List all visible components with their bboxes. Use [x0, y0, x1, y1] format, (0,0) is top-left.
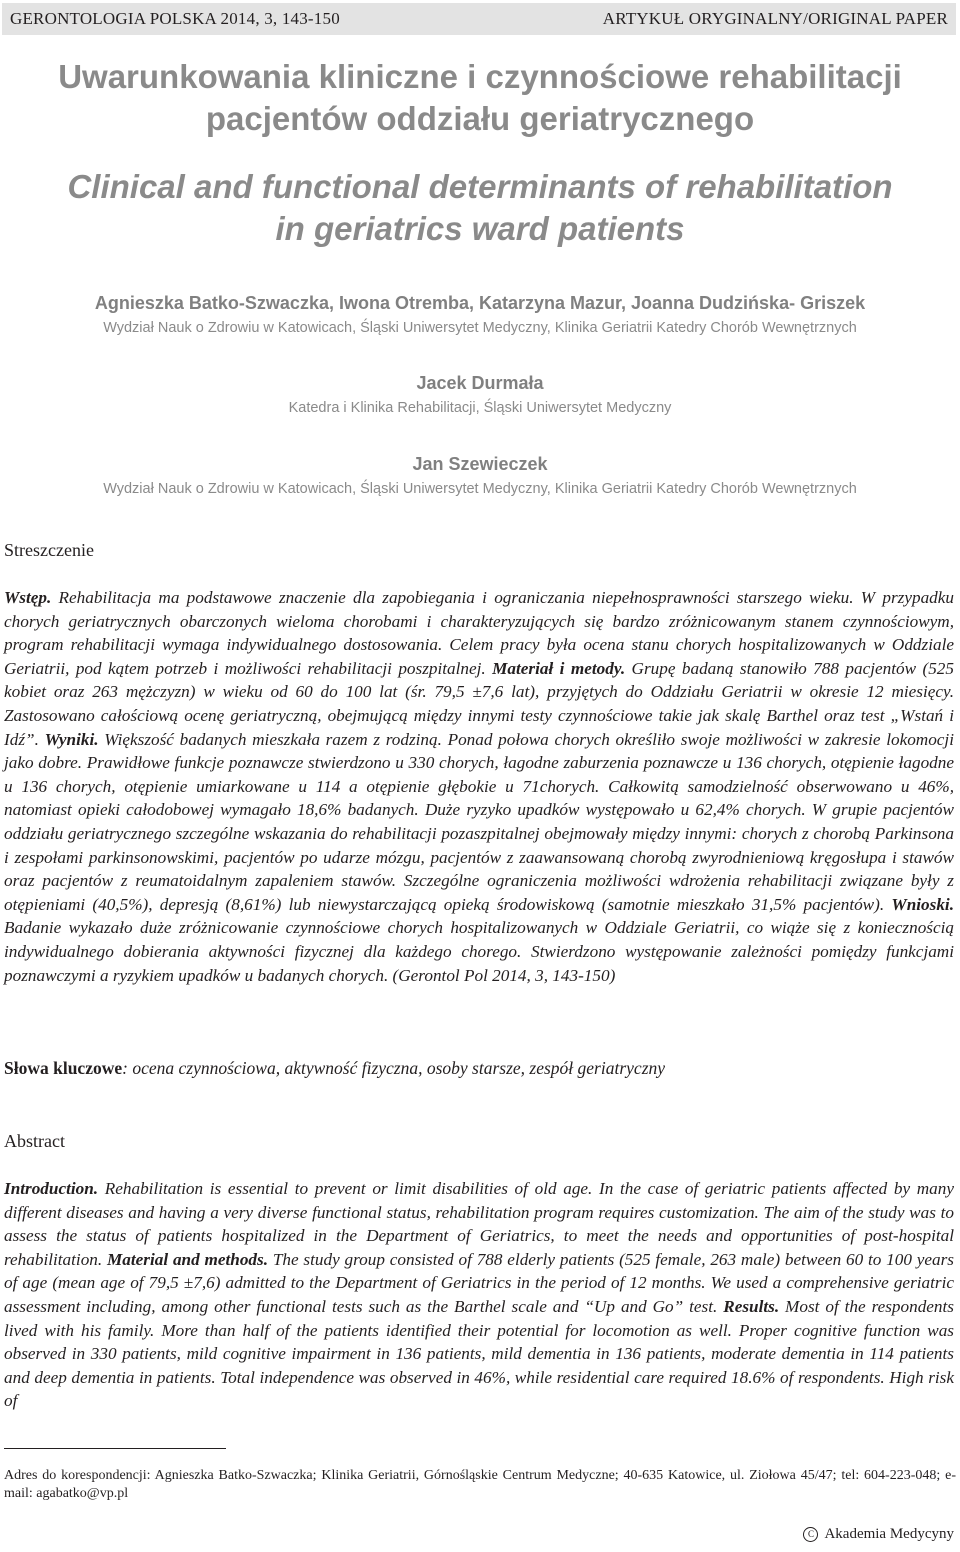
publisher-name: Akademia Medycyny: [824, 1526, 954, 1542]
author-group-3: [0, 454, 960, 497]
keywords-label: Słowa kluczowe: [4, 1058, 123, 1078]
section-label-material: Materiał i metody.: [492, 658, 626, 678]
section-label-results: Results.: [723, 1296, 780, 1316]
author-names: Jan Szewieczek: [412, 454, 548, 474]
section-text-wyniki: Większość badanych mieszkała razem z rodziną. Ponad połowa chorych określiło swoje możliwości w zakresie lokomocji jako dobre. Prawidłowe funkcje poznawcze stwierdzono u 330 chorych, łagodne zaburzenia poznawcze u 136 chorych, otępienie łagodne u 136 chorych, otępienie umiarkowane u 114 a otępienie głębokie u 71chorych. Całkowitą samodzielność obserwowano u 46%, natomiast opieki całodobowej wymagało 18,6% badanych. Duże ryzyko upadków występowało u 62,4% chorych. W grupie pacjentów oddziału geriatrycznego szczególne wskazania do rehabilitacji pozaszpitalnej obejmowały między innymi: chorych z chorobą Parkinsona i zespołami parkinsonowskimi, pacjentów po udarze mózgu, pacjentów z zaawansowaną chorobą zwyrodnieniową kręgosłupa i stawów oraz pacjentów z reumatoidalnym zapaleniem stawów. Szczególne ograniczenia możliwości wdrożenia rehabilitacji związane były z otępieniami (40,5%), depresją (8,61%) lub niewystarczającą opieką środowiskową (samotnie mieszkało 31,5% pacjentów).: [4, 729, 954, 914]
title-polish: [0, 56, 960, 140]
section-label-introduction: Introduction.: [4, 1179, 99, 1198]
streszczenie-body: [4, 586, 954, 987]
title-polish-line1: Uwarunkowania kliniczne i czynnościowe rehabilitacji: [58, 58, 902, 95]
author-names: Jacek Durmała: [416, 373, 544, 393]
section-label-wyniki: Wyniki.: [44, 729, 99, 749]
abstract-body: [4, 1177, 954, 1413]
title-english-line1: Clinical and functional determinants of rehabilitation: [67, 168, 893, 205]
title-english-line2: in geriatrics ward patients: [275, 210, 685, 247]
section-text-introduction: Rehabilitation is essential to prevent or limit disabilities of old age. In the case of geriatric patients affected by many different diseases and having a very diverse functional status, rehabilitation program requires customization. The aim of the study was to assess the status of patients hospitalized in the Department of Geriatrics, to meet the needs and opportunities of post-hospital rehabilitation.: [4, 1179, 954, 1269]
footnote-divider: [4, 1448, 226, 1449]
author-affiliation: Wydział Nauk o Zdrowiu w Katowicach, Śląski Uniwersytet Medyczny, Klinika Geriatrii Katedry Chorób Wewnętrznych: [103, 320, 857, 336]
section-label-wnioski: Wnioski.: [891, 894, 954, 914]
author-group-1: [0, 293, 960, 336]
title-polish-line2: pacjentów oddziału geriatrycznego: [205, 100, 755, 137]
section-text-methods: The study group consisted of 788 elderly patients (525 female, 263 male) between 60 to 100 years of age (mean age of 79,5 ±7,6) admitted to the Department of Geriatrics in the period of 12 months. We used a comprehensive geriatric assessment including, among other functional tests such as the Barthel scale and “Up and Go” test.: [4, 1249, 954, 1316]
article-type: ARTYKUŁ ORYGINALNY/ORIGINAL PAPER: [602, 9, 948, 28]
section-label-methods: Material and methods.: [107, 1249, 269, 1269]
title-english: [0, 166, 960, 250]
section-text-results: Most of the respondents lived with his family. More than half of the patients identified their potential for locomotion as well. Proper cognitive function was observed in 330 patients, mild cognitive impairment in 136 patients, mild dementia in 136 patients, moderate dementia in 114 patients and deep dementia in patients. Total independence was observed in 46%, while residential care required 18.6% of respondents. High risk of: [4, 1296, 954, 1411]
author-group-2: [0, 373, 960, 416]
keywords: [4, 1058, 665, 1079]
journal-name: GERONTOLOGIA POLSKA 2014, 3, 143-150: [10, 9, 340, 28]
journal-header: [2, 3, 956, 35]
author-names: Agnieszka Batko-Szwaczka, Iwona Otremba, Katarzyna Mazur, Joanna Dudzińska- Griszek: [94, 293, 866, 313]
section-label-wstep: Wstęp.: [4, 588, 52, 607]
author-affiliation: Katedra i Klinika Rehabilitacji, Śląski Uniwersytet Medyczny: [288, 400, 672, 416]
abstract-heading: Abstract: [4, 1131, 65, 1151]
streszczenie-heading: Streszczenie: [4, 540, 94, 560]
keywords-value: : ocena czynnościowa, aktywność fizyczna, osoby starsze, zespół geriatryczny: [122, 1058, 666, 1078]
correspondence-footnote: Adres do korespondencji: Agnieszka Batko-Szwaczka; Klinika Geriatrii, Górnośląskie Centrum Medyczne; 40-635 Katowice, ul. Ziołowa 45/47; tel: 604-223-048; e-mail: agabatko@vp.pl: [4, 1468, 956, 1501]
author-affiliation: Wydział Nauk o Zdrowiu w Katowicach, Śląski Uniwersytet Medyczny, Klinika Geriatrii Katedry Chorób Wewnętrznych: [103, 481, 857, 497]
section-text-wstep: Rehabilitacja ma podstawowe znaczenie dla zapobiegania i ograniczania niepełnosprawności starszego wieku. W przypadku chorych geriatrycznych obarczonych wieloma chorobami i charakteryzujących się bardzo zróżnicowanym stanem czynnościowym, program rehabilitacji wymaga indywidualnego dostosowania. Celem pracy była ocena stanu chorych hospitalizowanych w Oddziale Geriatrii, pod kątem potrzeb i możliwości rehabilitacji poszpitalnej.: [4, 588, 954, 678]
section-text-wnioski: Badanie wykazało duże zróżnicowanie czynnościowe chorych hospitalizowanych w Oddziale Geriatrii, co wiąże się z koniecznością indywidualnego dobierania aktywności fizycznej dla każdego chorego. Stwierdzono występowanie zależności pomiędzy funkcjami poznawczymi a ryzykiem upadków u badanych chorych. (Gerontol Pol 2014, 3, 143-150): [4, 918, 954, 985]
copyright-icon: C: [803, 1527, 818, 1542]
section-text-material: Grupę badaną stanowiło 788 pacjentów (525 kobiet oraz 263 mężczyzn) w wieku od 60 do 100 lat (śr. 79,5 ±7,6 lat), przyjętych do Oddziału Geriatrii w okresie 12 miesięcy. Zastosowano całościową ocenę geriatryczną, obejmującą między innymi testy czynnościowe takie jak skalę Barthel oraz test „Wstań i Idź”.: [4, 658, 954, 749]
publisher: [803, 1526, 954, 1543]
